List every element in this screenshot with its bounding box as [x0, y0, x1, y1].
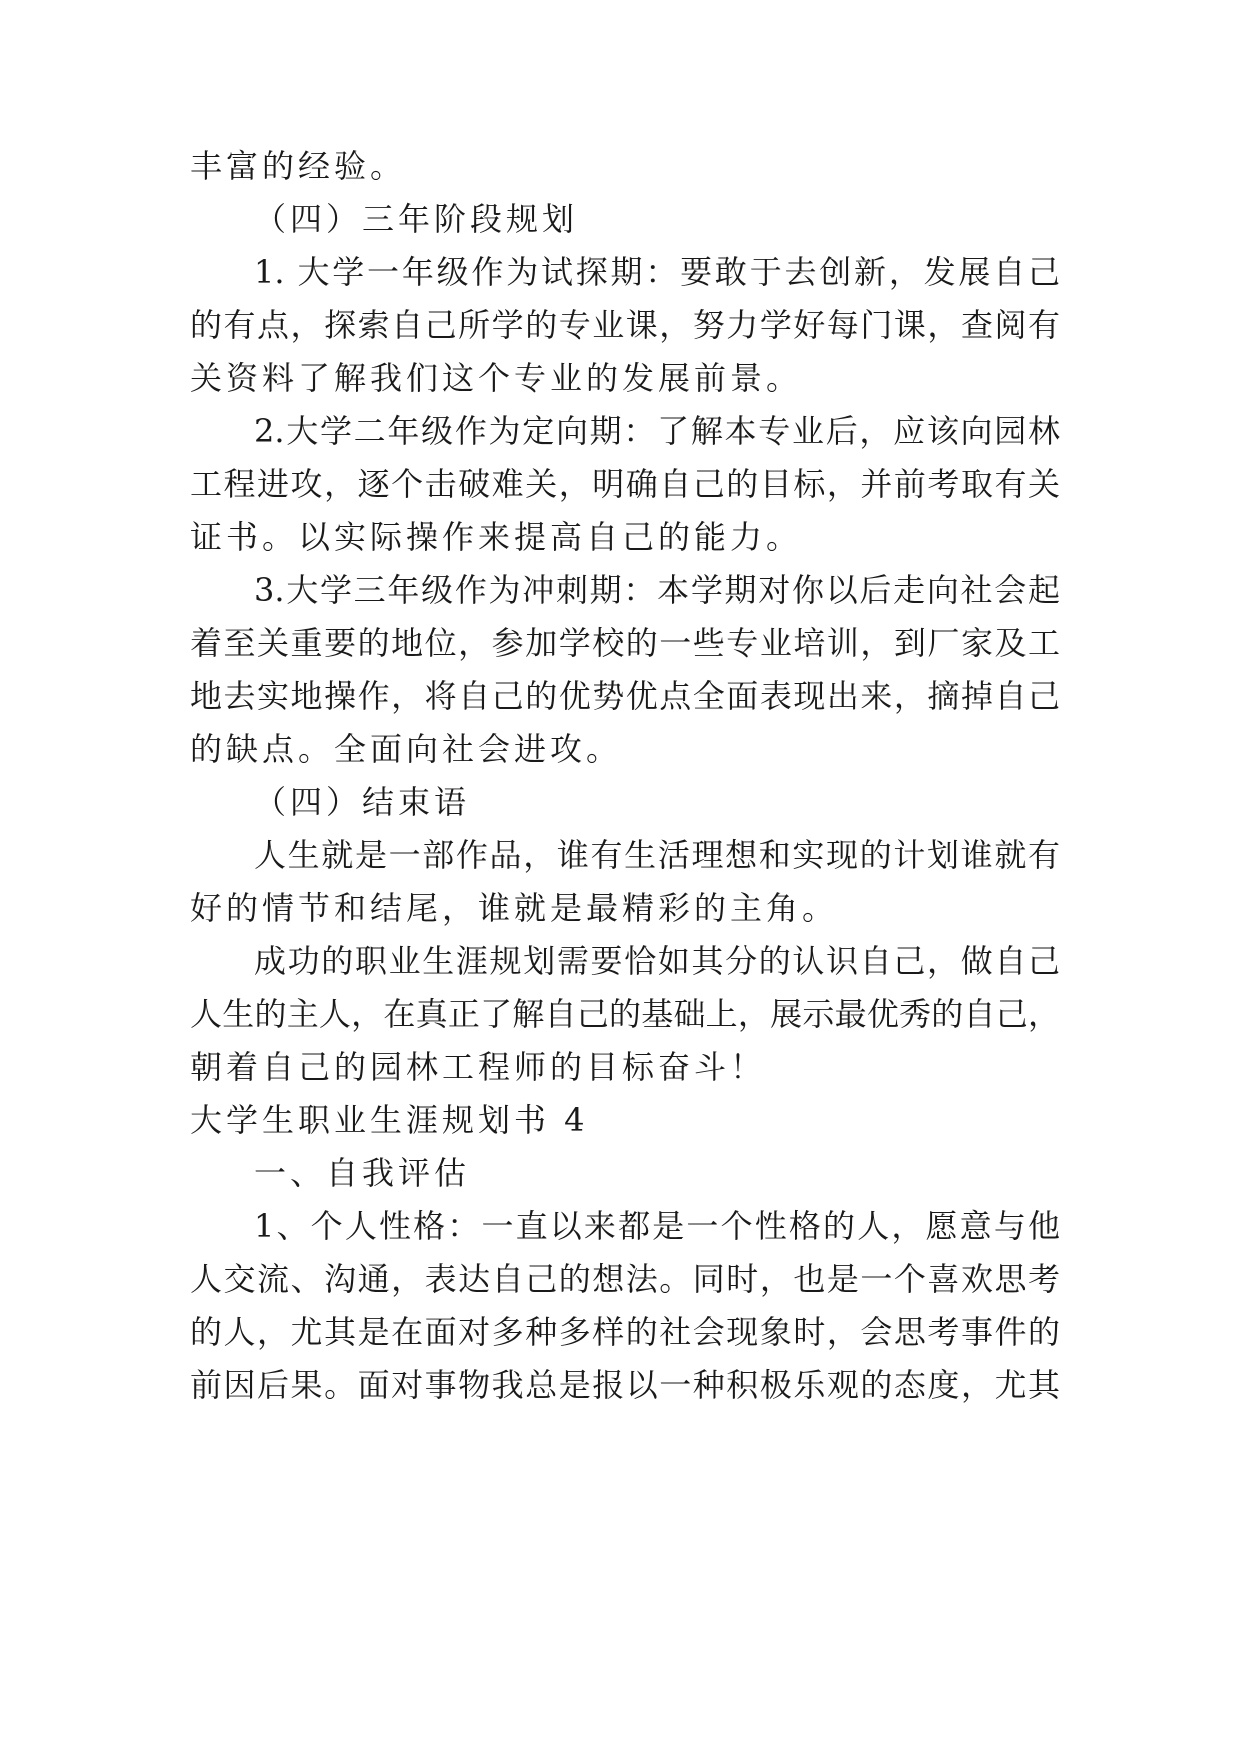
document-title: 大学生职业生涯规划书 4 — [190, 1101, 589, 1139]
paragraph-line: 关资料了解我们这个专业的发展前景。 — [190, 359, 803, 397]
paragraph-line: 人生就是一部作品，谁有生活理想和实现的计划谁就有 — [254, 836, 1060, 874]
paragraph-line: 朝着自己的园林工程师的目标奋斗！ — [190, 1048, 767, 1086]
paragraph-line: 的有点，探索自己所学的专业课，努力学好每门课，查阅有 — [190, 306, 1060, 344]
paragraph-line: 1、个人性格：一直以来都是一个性格的人，愿意与他 — [254, 1207, 1060, 1245]
paragraph-line: 2.大学二年级作为定向期：了解本专业后，应该向园林 — [254, 412, 1060, 450]
paragraph-line: 丰富的经验。 — [190, 147, 407, 185]
section-heading: 一、自我评估 — [254, 1154, 471, 1192]
paragraph-line: 前因后果。面对事物我总是报以一种积极乐观的态度，尤其 — [190, 1366, 1060, 1404]
paragraph-line: 人交流、沟通，表达自己的想法。同时，也是一个喜欢思考 — [190, 1260, 1060, 1298]
paragraph-line: 工程进攻，逐个击破难关，明确自己的目标，并前考取有关 — [190, 465, 1060, 503]
section-heading: （四）三年阶段规划 — [254, 200, 579, 238]
paragraph-line: 地去实地操作，将自己的优势优点全面表现出来，摘掉自己 — [190, 677, 1060, 715]
section-heading: （四）结束语 — [254, 783, 471, 821]
paragraph-line: 着至关重要的地位，参加学校的一些专业培训，到厂家及工 — [190, 624, 1060, 662]
paragraph-line: 的人，尤其是在面对多种多样的社会现象时，会思考事件的 — [190, 1313, 1060, 1351]
paragraph-line: 3.大学三年级作为冲刺期：本学期对你以后走向社会起 — [254, 571, 1060, 609]
paragraph-line: 1. 大学一年级作为试探期：要敢于去创新，发展自己 — [254, 253, 1060, 291]
paragraph-line: 人生的主人，在真正了解自己的基础上，展示最优秀的自己， — [190, 995, 1060, 1033]
paragraph-line: 证书。以实际操作来提高自己的能力。 — [190, 518, 803, 556]
paragraph-line: 好的情节和结尾，谁就是最精彩的主角。 — [190, 889, 839, 927]
paragraph-line: 成功的职业生涯规划需要恰如其分的认识自己，做自己 — [254, 942, 1060, 980]
paragraph-line: 的缺点。全面向社会进攻。 — [190, 730, 623, 768]
